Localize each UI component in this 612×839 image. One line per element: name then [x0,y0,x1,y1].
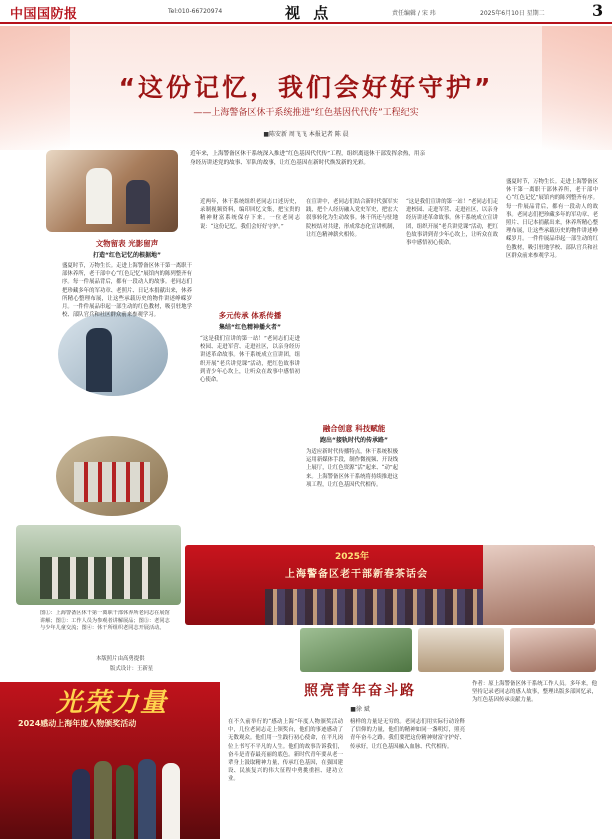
subheadline: ——上海警备区休干系统推进“红色基因代代传”工程纪实 [193,108,419,118]
award-image [0,682,220,839]
event-crowd [265,589,485,625]
masthead: 中国国防报 [10,7,78,22]
layout-credit: 版式设计：王新星 [110,666,154,672]
photo-gathering [16,525,181,605]
event-photo [185,545,595,625]
award-person [138,759,156,839]
section-title: 视 点 [285,4,333,22]
section-kicker-3: 融合创意 科技赋能 [322,424,386,433]
section-kicker-1-sub: 打造“红色记忆的根据地” [93,252,161,259]
section-kicker-1: 文物留表 光影留声 [95,239,159,248]
award-person [116,765,134,839]
photo-strip [300,628,596,672]
column-mid-text: 近两年，休干系统组织老同志口述历史，录制视频资料，编印回忆文集，把宝贵的精神财富系统保存下来。一位老同志说：“这份记忆，我们会好好守护。” [200,199,300,230]
section-kicker-2: 多元传承 体系传播 [218,311,282,320]
column-4-text: “这是我们宣讲的第一站！”老同志们走进校园、走进军营、走进社区，以亲身经历讲述革命故事。休干系统成立宣讲团，组织开展“老兵讲党课”活动，把红色故事讲到青少年心坎上，让听众在故事中感悟初心使命。 [406,199,498,247]
right-bottom-text: 作者：原上海警备区休干系统工作人员。多年来，他坚持记录老同志的感人故事，整理出版多部回忆录，为红色基因传承贡献力量。 [472,681,597,704]
photo-strip-3 [510,628,596,672]
bottom-article-text-1: 在不久前举行的“感动上海”年度人物颁奖活动中，几位老同志走上领奖台，他们的事迹感动了无数观众。他们用一生践行初心使命，在平凡岗位上书写不平凡的人生。他们的故事告诉我们，奋斗是青春最亮丽的底色。新时代青年要从老一辈身上汲取精神力量，传承红色基因，在强国建设、民族复兴的伟大征程中勇挑重担、建功立业。 [228,719,343,783]
column-left-text: 盛夏时节，万物生长。走进上海警备区休干第一离职干部休养所，老干部中心“红色记忆”展馆内的陈列整齐有序。每一件展品背后，都有一段动人的故事。老同志们把珍藏多年的军功章、老照片、日记本捐献出来，休养所精心整理布展，让这些承载历史的物件讲述峥嵘岁月。一件件展品串起一部生动的红色教材，吸引驻地学校、部队官兵和社区群众前来参观学习。 [62,263,192,319]
headline: “这份记忆，我们会好好守护” [118,73,494,102]
column-3-text: 在宣讲中，老同志们结合新时代强军实践，把个人经历融入党史军史，把宏大叙事转化为生动故事。休干所还与驻地院校结对共建，形成常态化宣讲机制，让红色精神薪火相传。 [306,199,398,238]
photo-exhibition-hall [46,150,178,232]
section-kicker-3-sub: 跑出“接轨时代的传承路” [320,437,388,444]
bottom-article-author: ■徐 斌 [350,706,370,713]
award-person [94,761,112,839]
column-mid-text-2: “这是我们宣讲的第一站！”老同志们走进校园、走进军营、走进社区，以亲身经历讲述革命故事。休干系统成立宣讲团，组织开展“老兵讲党课”活动，把红色故事讲到青少年心坎上，让听众在故事中感悟初心使命。 [200,336,300,384]
headline-banner [0,26,612,150]
event-title: 上海警备区老干部新春茶话会 [285,569,428,580]
photo-figure [40,557,160,599]
bottom-article-title: 照亮青年奋斗路 [304,683,416,699]
byline: ■陈安新 周飞飞 本报记者 陈 晨 [263,131,349,138]
column-3-text-2: 为适应新时代传播特点，休干系统积极运用新媒体手段，制作微视频、开设线上展厅，让红色资源“活”起来、“动”起来。上海警备区休干系统将持续推进这项工程，让红色基因代代相传。 [306,449,398,488]
photo-figure [74,462,150,502]
issue-date: 2025年6月10日 星期二 [480,10,545,17]
section-kicker-2-sub: 集结“红色精神播火者” [219,324,281,331]
page-header [0,0,612,24]
event-year: 2025年 [335,552,370,562]
page-number: 3 [592,1,604,20]
telephone: Tel:010-66720974 [168,8,223,15]
award-subtitle: 2024感动上海年度人物颁奖活动 [18,719,137,728]
photo-figure [86,168,112,224]
photo-strip-2 [418,628,504,672]
award-people [72,744,202,839]
photo-figure [126,180,150,224]
editor-credit: 责任编辑 / 宋 玮 [392,10,436,17]
photo-credit: 本版照片由高勇提供 [96,656,145,662]
award-person [72,769,90,839]
photo-children [56,436,168,516]
column-5-text: 盛夏时节，万物生长。走进上海警备区休干第一离职干部休养所，老干部中心“红色记忆”展馆内的陈列整齐有序。每一件展品背后，都有一段动人的故事。老同志们把珍藏多年的军功章、老照片、日记本捐献出来，休养所精心整理布展，让这些承载历史的物件讲述峥嵘岁月。一件件展品串起一部生动的红色教材，吸引驻地学校、部队官兵和社区群众前来参观学习。 [506,179,598,259]
bottom-article-text-2: 榜样的力量是无穷的。老同志们用实际行动诠释了信仰的力量，他们的精神如同一盏明灯，照亮青年奋斗之路。我们要把这份精神财富守护好、传承好，让红色基因融入血脉、代代相传。 [350,719,465,750]
award-title: 光荣力量 [56,688,169,718]
lead-paragraph: 近年来，上海警备区休干系统深入推进“红色基因代代传”工程，组织离退休干部发挥余热，用亲身经历讲述党的故事、军队的故事，让红色基因在新时代焕发新的光彩。 [190,151,426,166]
award-person [162,763,180,839]
photo-strip-1 [300,628,412,672]
event-side-photo [483,545,595,625]
photo-captions: 图①：上海警备区休干第一离职干部休养所老同志在展馆讲解；图②：工作人员为参观者讲解展品；图③：老同志与少年儿童交流；图④：休干所组织老同志开展活动。 [40,610,170,632]
